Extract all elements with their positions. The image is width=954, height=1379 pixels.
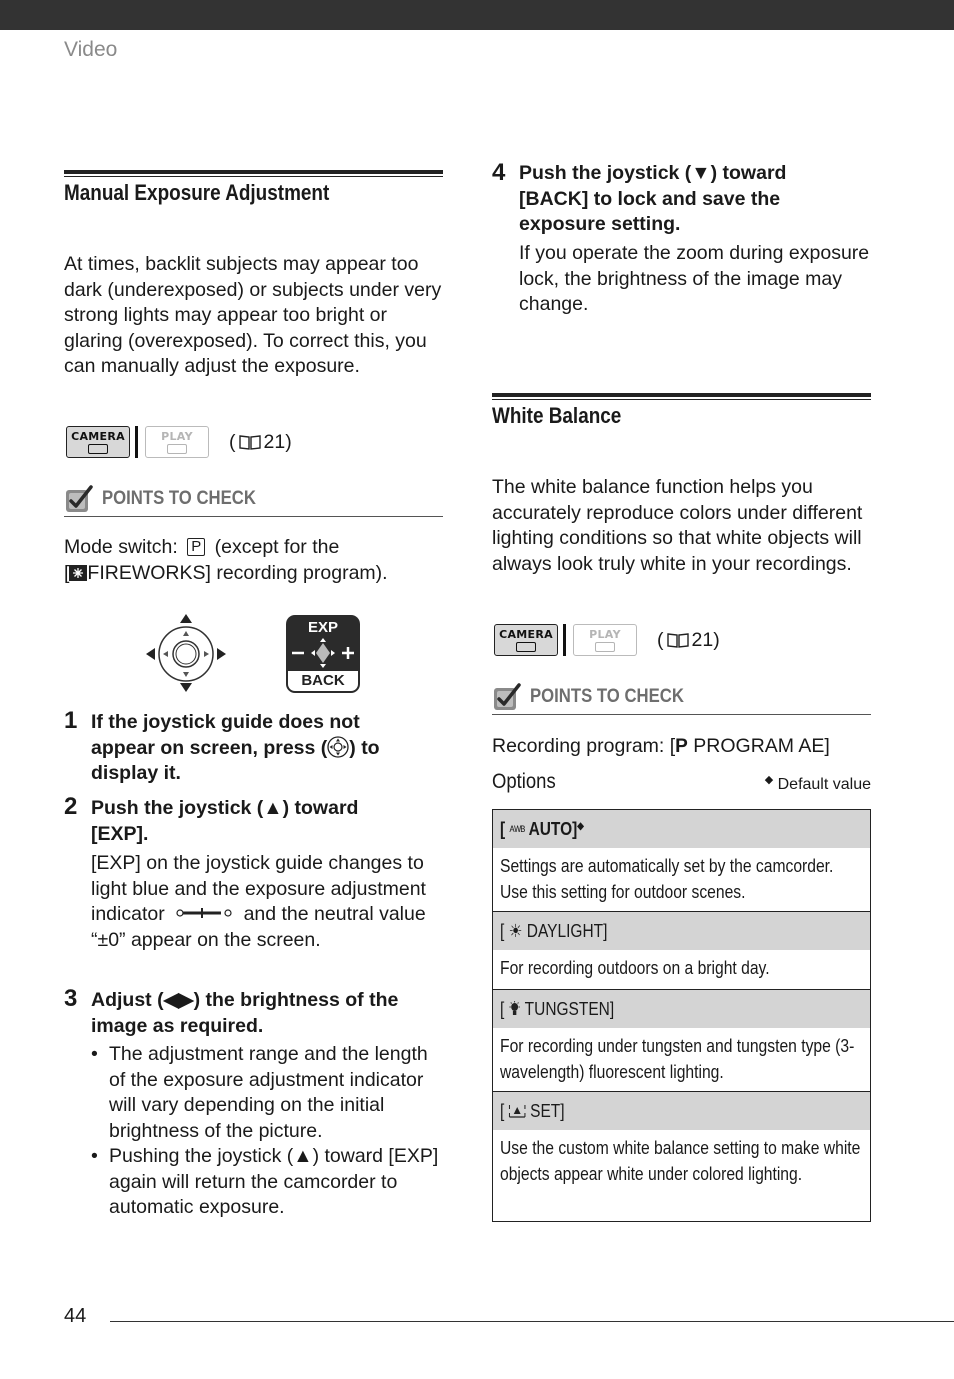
option-daylight-header: [ ☀ DAYLIGHT]: [493, 911, 870, 950]
step-4-title: Push the joystick (▼) toward [BACK] to lock and save the exposure setting.: [519, 162, 787, 235]
checkbox-check-icon: [64, 484, 94, 514]
step-number: 4: [492, 159, 506, 186]
left-right-arrows-icon: ◀▶: [163, 989, 194, 1011]
options-header: Options ◆ Default value: [492, 770, 871, 793]
page-number: 44: [64, 1305, 87, 1327]
camera-mode-badge: CAMERA: [66, 426, 130, 458]
page-reference: ( 21): [229, 430, 292, 453]
guide-arrows-icon: [286, 637, 360, 671]
mode-indicator: [66, 426, 292, 458]
tape-icon: [595, 642, 615, 652]
back-label: BACK: [288, 671, 358, 691]
option-tungsten-header: [ TUNGSTEN]: [493, 989, 870, 1028]
program-p-icon: P: [675, 736, 688, 757]
step-2-body: [EXP] on the joystick guide changes to light blue and the exposure adjustment indicator and the neutral value “±0” appear on the screen.: [91, 852, 426, 951]
section-title-white-balance: White Balance: [492, 403, 622, 428]
exp-label: EXP: [307, 619, 338, 636]
up-arrow-icon: ▲: [293, 1145, 313, 1167]
tape-icon: [167, 444, 187, 454]
play-mode-badge: PLAY: [573, 624, 637, 656]
top-bar: [0, 0, 954, 30]
step-1-title: If the joystick guide does not appear on screen, press ( ) to display it.: [91, 711, 380, 784]
mode-separator: [135, 426, 138, 458]
program-p-icon: P: [187, 538, 205, 556]
footer-rule: [110, 1321, 954, 1322]
points-to-check-header: POINTS TO CHECK: [64, 482, 443, 517]
option-daylight-desc: For recording outdoors on a bright day.: [500, 958, 770, 978]
white-balance-options-table: [492, 809, 871, 1222]
step-number: 2: [64, 793, 78, 820]
custom-wb-icon: [509, 1104, 526, 1118]
tape-icon: [516, 642, 536, 652]
points-to-check-header: POINTS TO CHECK: [492, 680, 871, 715]
fireworks-icon: [69, 565, 87, 581]
tape-icon: [88, 444, 108, 454]
camera-mode-badge: CAMERA: [494, 624, 558, 656]
option-auto-header: [ ᴬᵂᴮ AUTO]◆: [493, 810, 870, 848]
section-rule: [64, 170, 443, 174]
page-reference: ( 21): [657, 628, 720, 651]
book-icon: [239, 434, 261, 450]
step-number: 1: [64, 707, 78, 734]
mode-indicator: [494, 624, 720, 656]
bulb-icon: [509, 1001, 521, 1017]
step-3-bullets: [91, 1042, 447, 1221]
recording-program-note: Recording program: [P PROGRAM AE]: [492, 735, 830, 757]
step-4-body: If you operate the zoom during exposure lock, the brightness of the image may change.: [519, 242, 870, 315]
option-set-header: [ SET]: [493, 1091, 870, 1130]
list-item: • Pushing the joystick (▲) toward [EXP] again will return the camcorder to automatic exposure.: [91, 1144, 447, 1221]
section-rule: [492, 393, 871, 397]
step-2-title: Push the joystick (▲) toward [EXP].: [91, 797, 359, 845]
mode-switch-note: Mode switch: P (except for the [ FIREWORKS] recording program).: [64, 536, 388, 584]
awb-icon: ᴬᵂᴮ: [509, 822, 525, 838]
default-value-note: ◆ Default value: [764, 774, 871, 793]
joystick-guide: [286, 615, 360, 693]
option-set-desc: Use the custom white balance setting to make white objects appear white under colored lighting.: [500, 1138, 861, 1184]
option-auto-desc: Settings are automatically set by the camcorder. Use this setting for outdoor scenes.: [500, 856, 834, 902]
joystick-button-icon: [327, 736, 349, 758]
white-balance-intro: The white balance function helps you accurately reproduce colors under different lighting conditions so that white objects will always look truly white in your recordings.: [492, 476, 863, 575]
step-number: 3: [64, 985, 78, 1012]
list-item: • The adjustment range and the length of the exposure adjustment indicator will vary depending on the initial brightness of the picture.: [91, 1042, 447, 1144]
exposure-intro: At times, backlit subjects may appear too dark (underexposed) or subjects under very strong lights may appear too bright or glaring (overexposed). To correct this, you can manually adjust the exposure.: [64, 253, 442, 377]
up-arrow-icon: ▲: [263, 797, 283, 819]
play-mode-badge: PLAY: [145, 426, 209, 458]
option-tungsten-desc: For recording under tungsten and tungsten type (3-wavelength) fluorescent lighting.: [500, 1036, 855, 1082]
book-icon: [667, 632, 689, 648]
checkbox-check-icon: [492, 682, 522, 712]
mode-separator: [563, 624, 566, 656]
step-3-title: Adjust (◀▶) the brightness of the image as required.: [91, 989, 399, 1037]
exposure-indicator-icon: [175, 906, 233, 920]
section-label: Video: [64, 38, 118, 61]
sun-icon: ☀: [508, 920, 523, 941]
default-diamond-icon: ◆: [764, 774, 774, 786]
down-arrow-icon: ▼: [691, 162, 711, 184]
default-diamond-icon: ◆: [577, 820, 584, 832]
joystick-diagram: [144, 612, 229, 694]
section-title-exposure: Manual Exposure Adjustment: [64, 180, 330, 205]
